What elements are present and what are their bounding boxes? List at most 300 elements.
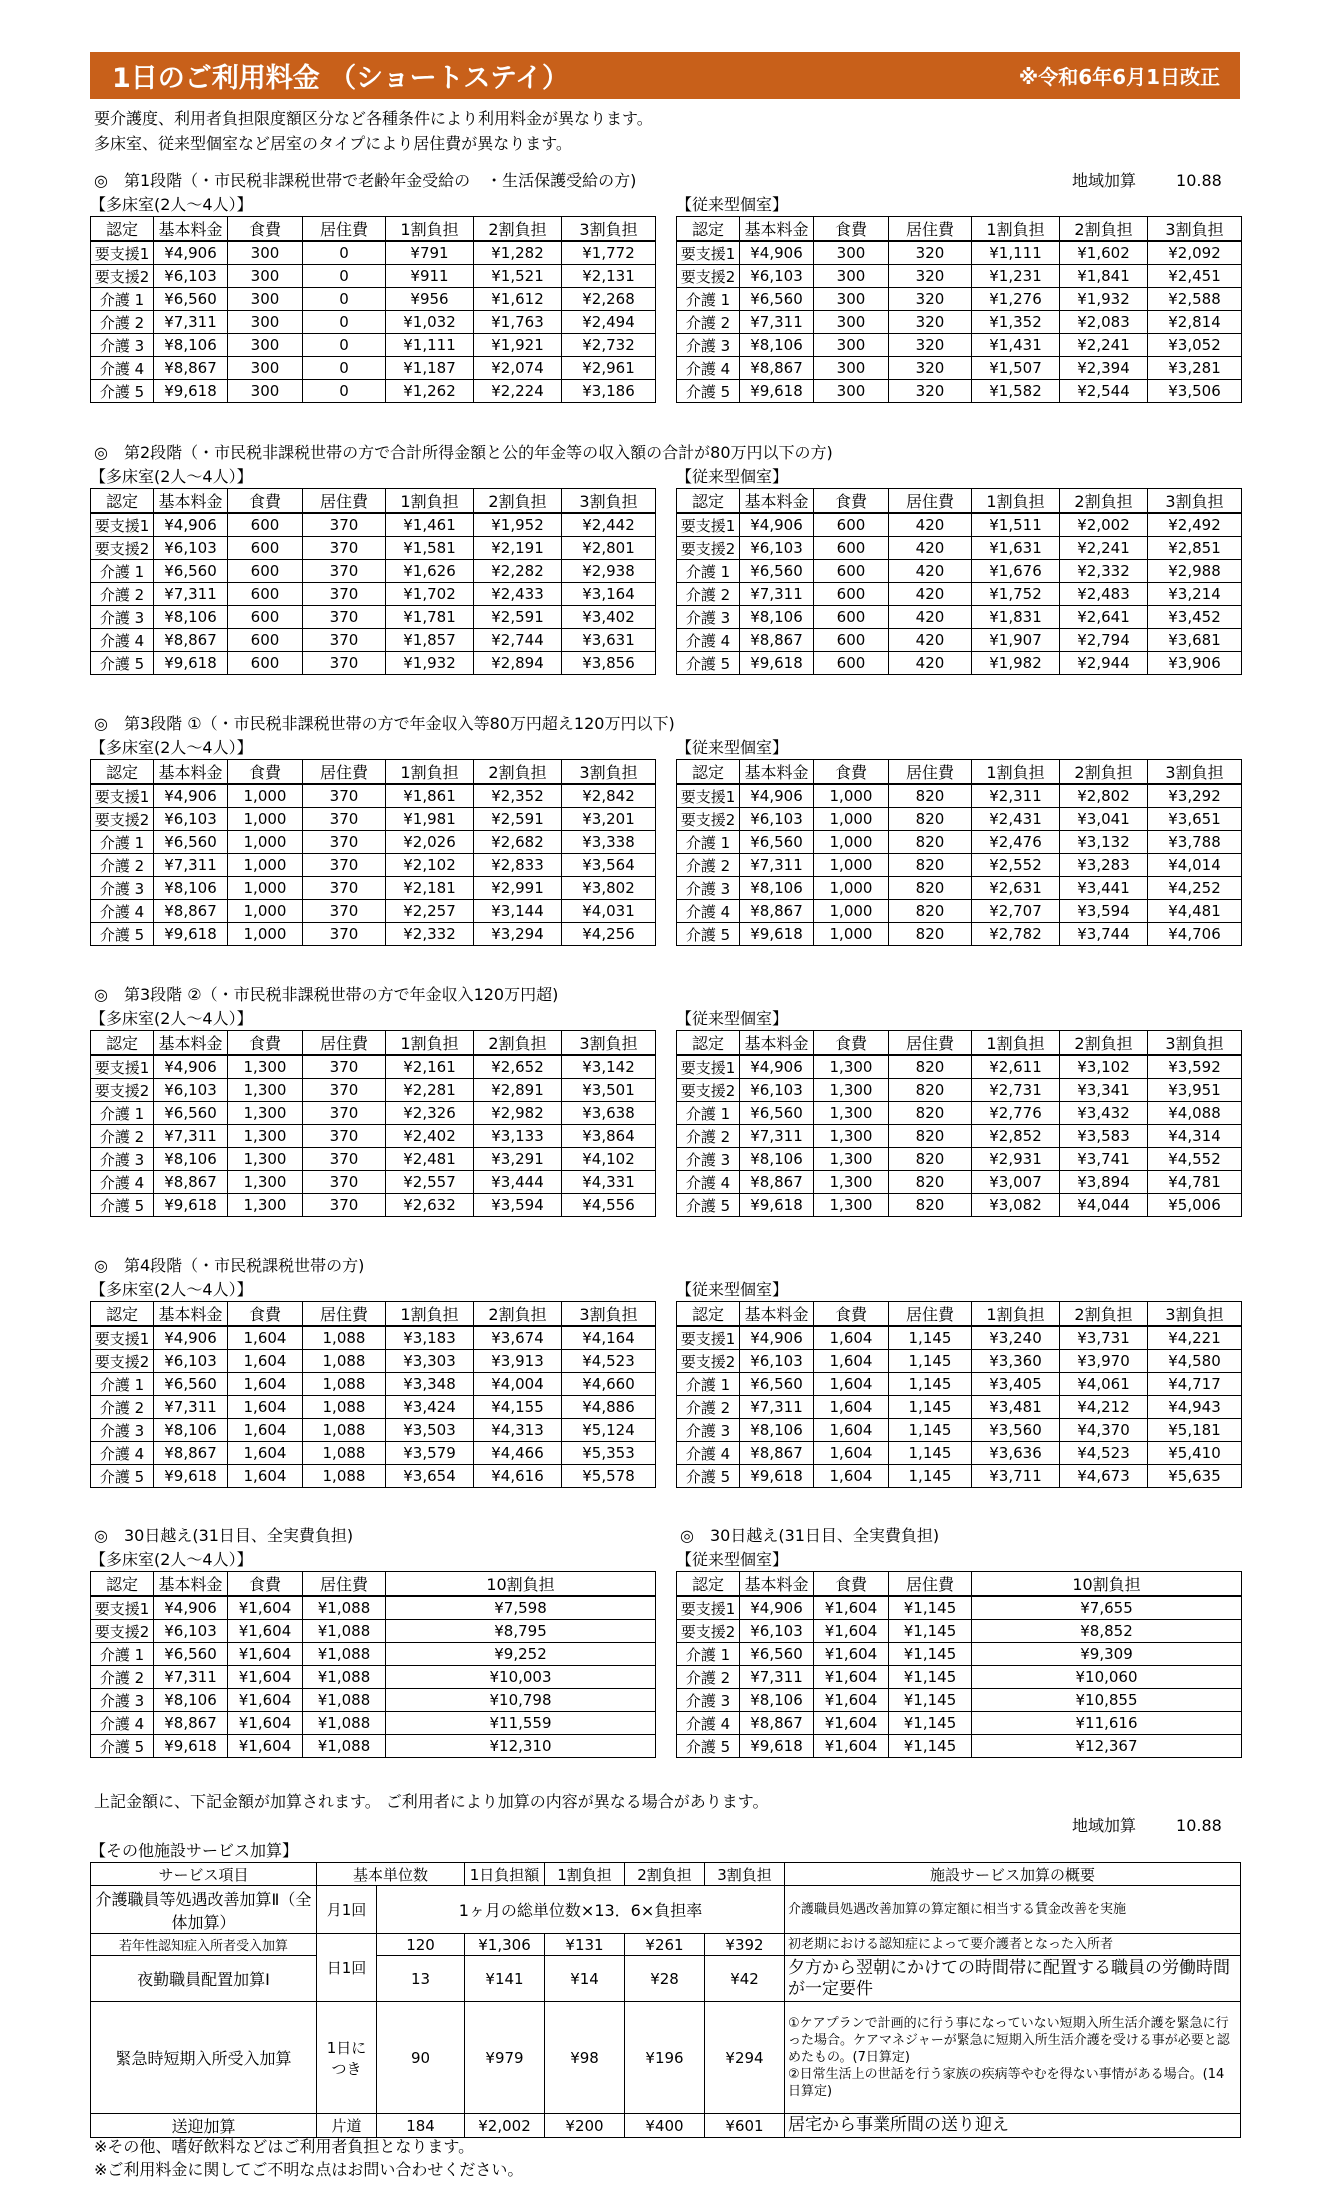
- table-row: [677, 1442, 1242, 1465]
- burden-30pct: ¥3,631: [562, 629, 656, 652]
- residence-fee: ¥1,088: [303, 1735, 386, 1758]
- meal-fee: 1,000: [228, 900, 303, 923]
- care-level: 要支援1: [91, 241, 154, 265]
- table-row: [677, 1735, 1242, 1758]
- burden-30pct: ¥3,052: [1148, 334, 1242, 357]
- column-header: 居住費: [303, 1572, 386, 1597]
- burden-30pct: ¥3,681: [1148, 629, 1242, 652]
- table-row: [91, 1148, 656, 1171]
- burden-30pct: ¥4,660: [562, 1373, 656, 1396]
- burden-30pct: ¥5,578: [562, 1465, 656, 1488]
- burden-20pct: ¥1,921: [474, 334, 562, 357]
- meal-fee: 600: [814, 606, 889, 629]
- service-desc: 居宅から事業所間の送り迎え: [785, 2114, 1241, 2138]
- residence-fee: 420: [889, 652, 972, 675]
- table-row: [91, 1171, 656, 1194]
- residence-fee: 820: [889, 1079, 972, 1102]
- service-daily: ¥2,002: [465, 2114, 545, 2138]
- meal-fee: 300: [228, 265, 303, 288]
- burden-20pct: ¥3,341: [1060, 1079, 1148, 1102]
- table-row: [91, 1712, 656, 1735]
- base-fee: ¥8,106: [154, 1419, 228, 1442]
- table-row: [91, 808, 656, 831]
- burden-20pct: ¥3,102: [1060, 1055, 1148, 1079]
- care-level: 介護 1: [677, 560, 740, 583]
- intro-line-2: 多床室、従来型個室など居室のタイプにより居住費が異なります。: [94, 134, 572, 153]
- column-header: 基本料金: [154, 489, 228, 514]
- meal-fee: 1,300: [814, 1194, 889, 1217]
- care-level: 介護 4: [677, 1442, 740, 1465]
- table-row: [91, 784, 656, 808]
- residence-fee: 820: [889, 900, 972, 923]
- base-fee: ¥8,106: [740, 606, 814, 629]
- burden-20pct: ¥4,673: [1060, 1465, 1148, 1488]
- fee-table-private: [676, 759, 1242, 946]
- burden-30pct: ¥3,201: [562, 808, 656, 831]
- service-r2: ¥28: [625, 1956, 705, 2002]
- column-header: 基本料金: [154, 1572, 228, 1597]
- care-level: 介護 2: [677, 1666, 740, 1689]
- table-row: [677, 560, 1242, 583]
- burden-30pct: ¥4,706: [1148, 923, 1242, 946]
- column-header: 居住費: [303, 217, 386, 242]
- care-level: 介護 4: [91, 900, 154, 923]
- burden-10pct: ¥1,861: [386, 784, 474, 808]
- table-row: [677, 784, 1242, 808]
- column-header: 10割負担: [972, 1572, 1242, 1597]
- care-level: 介護 2: [677, 1125, 740, 1148]
- care-level: 介護 3: [91, 877, 154, 900]
- column-header: 基本料金: [740, 217, 814, 242]
- table-row: [677, 652, 1242, 675]
- care-level: 介護 2: [91, 1396, 154, 1419]
- table-row: [677, 1419, 1242, 1442]
- care-level: 要支援1: [677, 1596, 740, 1620]
- service-row-treatment: [91, 1886, 1241, 1934]
- burden-20pct: ¥2,241: [1060, 537, 1148, 560]
- burden-10pct: ¥3,654: [386, 1465, 474, 1488]
- table-row: [677, 1350, 1242, 1373]
- services-header: 3割負担: [705, 1863, 785, 1886]
- service-row-night: [91, 1956, 1241, 2002]
- care-level: 介護 4: [91, 1442, 154, 1465]
- residence-fee: 0: [303, 265, 386, 288]
- page-title: 1日のご利用料金 （ショートステイ）: [112, 63, 569, 94]
- fee-table-multi: [90, 216, 656, 403]
- care-level: 介護 3: [677, 1689, 740, 1712]
- meal-fee: 1,604: [228, 1465, 303, 1488]
- meal-fee: ¥1,604: [814, 1666, 889, 1689]
- burden-20pct: ¥4,004: [474, 1373, 562, 1396]
- burden-20pct: ¥3,731: [1060, 1326, 1148, 1350]
- burden-30pct: ¥5,181: [1148, 1419, 1242, 1442]
- meal-fee: ¥1,604: [814, 1643, 889, 1666]
- burden-10pct: ¥3,405: [972, 1373, 1060, 1396]
- meal-fee: 1,000: [228, 784, 303, 808]
- burden-20pct: ¥2,433: [474, 583, 562, 606]
- burden-30pct: ¥4,781: [1148, 1171, 1242, 1194]
- meal-fee: 1,300: [814, 1079, 889, 1102]
- base-fee: ¥8,106: [740, 1148, 814, 1171]
- care-level: 介護 4: [677, 357, 740, 380]
- burden-30pct: ¥2,801: [562, 537, 656, 560]
- burden-30pct: ¥4,523: [562, 1350, 656, 1373]
- table-row: [677, 1712, 1242, 1735]
- meal-fee: 1,604: [228, 1373, 303, 1396]
- residence-fee: 370: [303, 629, 386, 652]
- residence-fee: 820: [889, 1148, 972, 1171]
- table-row: [91, 1735, 656, 1758]
- column-header: 食費: [228, 1572, 303, 1597]
- base-fee: ¥4,906: [154, 1055, 228, 1079]
- burden-20pct: ¥2,652: [474, 1055, 562, 1079]
- meal-fee: ¥1,604: [814, 1735, 889, 1758]
- burden-30pct: ¥5,410: [1148, 1442, 1242, 1465]
- column-header: 居住費: [303, 1302, 386, 1327]
- meal-fee: 1,604: [814, 1419, 889, 1442]
- column-header: 1割負担: [386, 1031, 474, 1056]
- fee-table-private: [676, 1301, 1242, 1488]
- services-header: 2割負担: [625, 1863, 705, 1886]
- column-header: 食費: [814, 217, 889, 242]
- burden-20pct: ¥3,283: [1060, 854, 1148, 877]
- stage-title: ◎ 第2段階（・市民税非課税世帯の方で合計所得金額と公的年金等の収入額の合計が80万円以下の方): [94, 443, 833, 462]
- residence-fee: 370: [303, 1055, 386, 1079]
- table-row: [677, 357, 1242, 380]
- burden-100pct: ¥9,309: [972, 1643, 1242, 1666]
- column-header: 3割負担: [1148, 489, 1242, 514]
- care-level: 介護 5: [677, 652, 740, 675]
- service-units: 90: [377, 2002, 465, 2114]
- table-row: [91, 513, 656, 537]
- meal-fee: 300: [814, 311, 889, 334]
- meal-fee: 600: [814, 652, 889, 675]
- base-fee: ¥8,867: [154, 357, 228, 380]
- service-period: 1日につき: [317, 2002, 377, 2114]
- residence-fee: 1,145: [889, 1419, 972, 1442]
- burden-30pct: ¥3,186: [562, 380, 656, 403]
- base-fee: ¥4,906: [154, 513, 228, 537]
- burden-10pct: ¥2,476: [972, 831, 1060, 854]
- burden-30pct: ¥4,481: [1148, 900, 1242, 923]
- base-fee: ¥6,560: [154, 288, 228, 311]
- care-level: 介護 4: [91, 629, 154, 652]
- burden-20pct: ¥3,913: [474, 1350, 562, 1373]
- services-table: [90, 1862, 1241, 2138]
- footer-notes: [94, 2135, 523, 2181]
- base-fee: ¥6,560: [740, 560, 814, 583]
- table-row: [91, 334, 656, 357]
- room-label-private: 【従来型個室】: [676, 1550, 789, 1569]
- burden-10pct: ¥1,932: [386, 652, 474, 675]
- burden-20pct: ¥3,970: [1060, 1350, 1148, 1373]
- care-level: 要支援2: [91, 265, 154, 288]
- care-level: 介護 2: [677, 854, 740, 877]
- column-header: 食費: [228, 760, 303, 785]
- base-fee: ¥9,618: [154, 1194, 228, 1217]
- care-level: 介護 2: [677, 1396, 740, 1419]
- burden-30pct: ¥3,338: [562, 831, 656, 854]
- burden-10pct: ¥2,402: [386, 1125, 474, 1148]
- care-level: 介護 1: [91, 1102, 154, 1125]
- table-row: [677, 1373, 1242, 1396]
- burden-20pct: ¥3,583: [1060, 1125, 1148, 1148]
- burden-30pct: ¥4,102: [562, 1148, 656, 1171]
- region-label: 地域加算: [1072, 171, 1137, 190]
- base-fee: ¥9,618: [740, 380, 814, 403]
- base-fee: ¥6,103: [154, 808, 228, 831]
- burden-10pct: ¥2,632: [386, 1194, 474, 1217]
- burden-20pct: ¥3,594: [1060, 900, 1148, 923]
- burden-10pct: ¥2,776: [972, 1102, 1060, 1125]
- care-level: 要支援2: [91, 537, 154, 560]
- burden-100pct: ¥8,795: [386, 1620, 656, 1643]
- burden-20pct: ¥1,282: [474, 241, 562, 265]
- burden-100pct: ¥7,655: [972, 1596, 1242, 1620]
- table-row: [677, 311, 1242, 334]
- burden-20pct: ¥2,591: [474, 606, 562, 629]
- column-header: 3割負担: [562, 1031, 656, 1056]
- meal-fee: 600: [814, 583, 889, 606]
- residence-fee: 1,088: [303, 1350, 386, 1373]
- service-name: 夜勤職員配置加算Ⅰ: [91, 1956, 317, 2002]
- column-header: 居住費: [889, 489, 972, 514]
- care-level: 要支援2: [91, 1350, 154, 1373]
- care-level: 要支援2: [91, 808, 154, 831]
- care-level: 介護 3: [677, 1148, 740, 1171]
- fee-table-private: [676, 1030, 1242, 1217]
- meal-fee: 1,300: [814, 1171, 889, 1194]
- care-level: 介護 5: [677, 380, 740, 403]
- burden-10pct: ¥1,857: [386, 629, 474, 652]
- burden-10pct: ¥3,481: [972, 1396, 1060, 1419]
- column-header: 基本料金: [740, 1031, 814, 1056]
- burden-10pct: ¥3,240: [972, 1326, 1060, 1350]
- care-level: 要支援1: [91, 1326, 154, 1350]
- base-fee: ¥9,618: [740, 923, 814, 946]
- burden-30pct: ¥4,556: [562, 1194, 656, 1217]
- burden-10pct: ¥3,711: [972, 1465, 1060, 1488]
- base-fee: ¥9,618: [740, 652, 814, 675]
- residence-fee: 370: [303, 831, 386, 854]
- column-header: 2割負担: [474, 1031, 562, 1056]
- column-header: 食費: [814, 489, 889, 514]
- base-fee: ¥8,867: [740, 1171, 814, 1194]
- service-row-dementia: [91, 1934, 1241, 1956]
- burden-20pct: ¥2,794: [1060, 629, 1148, 652]
- meal-fee: 600: [228, 652, 303, 675]
- meal-fee: ¥1,604: [228, 1666, 303, 1689]
- room-label-multi: 【多床室(2人～4人）】: [90, 1280, 253, 1299]
- burden-20pct: ¥2,591: [474, 808, 562, 831]
- base-fee: ¥8,106: [740, 1689, 814, 1712]
- column-header: 基本料金: [740, 760, 814, 785]
- care-level: 介護 3: [677, 877, 740, 900]
- care-level: 介護 1: [91, 288, 154, 311]
- header-row: [91, 1572, 656, 1597]
- column-header: 1割負担: [972, 760, 1060, 785]
- service-desc: 夕方から翌朝にかけての時間帯に配置する職員の労働時間が一定要件: [785, 1956, 1241, 2002]
- base-fee: ¥7,311: [154, 1666, 228, 1689]
- column-header: 3割負担: [562, 489, 656, 514]
- burden-100pct: ¥10,798: [386, 1689, 656, 1712]
- room-label-private: 【従来型個室】: [676, 1009, 789, 1028]
- burden-10pct: ¥2,631: [972, 877, 1060, 900]
- base-fee: ¥4,906: [154, 1326, 228, 1350]
- residence-fee: 370: [303, 652, 386, 675]
- care-level: 介護 1: [91, 831, 154, 854]
- burden-10pct: ¥2,611: [972, 1055, 1060, 1079]
- residence-fee: 820: [889, 784, 972, 808]
- meal-fee: 1,300: [228, 1171, 303, 1194]
- burden-20pct: ¥3,444: [474, 1171, 562, 1194]
- meal-fee: 1,300: [228, 1194, 303, 1217]
- care-level: 介護 5: [91, 652, 154, 675]
- column-header: 居住費: [889, 217, 972, 242]
- meal-fee: 600: [228, 629, 303, 652]
- residence-fee: 820: [889, 1194, 972, 1217]
- column-header: 2割負担: [474, 217, 562, 242]
- burden-20pct: ¥1,612: [474, 288, 562, 311]
- intro-text: [94, 106, 653, 156]
- table-row: [91, 831, 656, 854]
- table-row: [677, 923, 1242, 946]
- burden-30pct: ¥3,142: [562, 1055, 656, 1079]
- service-r1: ¥98: [545, 2002, 625, 2114]
- residence-fee: 820: [889, 808, 972, 831]
- care-level: 要支援1: [91, 513, 154, 537]
- burden-30pct: ¥5,006: [1148, 1194, 1242, 1217]
- burden-20pct: ¥2,332: [1060, 560, 1148, 583]
- burden-100pct: ¥10,003: [386, 1666, 656, 1689]
- column-header: 1割負担: [386, 760, 474, 785]
- burden-30pct: ¥4,943: [1148, 1396, 1242, 1419]
- burden-20pct: ¥1,952: [474, 513, 562, 537]
- burden-30pct: ¥3,506: [1148, 380, 1242, 403]
- base-fee: ¥7,311: [740, 311, 814, 334]
- burden-20pct: ¥2,282: [474, 560, 562, 583]
- meal-fee: 1,000: [814, 877, 889, 900]
- burden-10pct: ¥1,032: [386, 311, 474, 334]
- header-row: [91, 1031, 656, 1056]
- service-desc: [785, 2002, 1241, 2114]
- care-level: 要支援2: [677, 265, 740, 288]
- footer-line: ※ご利用料金に関してご不明な点はお問い合わせください。: [94, 2160, 524, 2179]
- header-banner: [90, 52, 1240, 99]
- burden-30pct: ¥4,014: [1148, 854, 1242, 877]
- table-row: [677, 808, 1242, 831]
- meal-fee: ¥1,604: [814, 1712, 889, 1735]
- care-level: 介護 4: [677, 629, 740, 652]
- base-fee: ¥8,106: [154, 1148, 228, 1171]
- meal-fee: 600: [228, 560, 303, 583]
- meal-fee: 600: [814, 560, 889, 583]
- burden-10pct: ¥956: [386, 288, 474, 311]
- column-header: 認定: [677, 217, 740, 242]
- table-row: [677, 1102, 1242, 1125]
- meal-fee: 1,300: [228, 1102, 303, 1125]
- meal-fee: 1,000: [228, 923, 303, 946]
- care-level: 介護 3: [91, 1148, 154, 1171]
- table-row: [91, 1620, 656, 1643]
- burden-20pct: ¥2,744: [474, 629, 562, 652]
- burden-100pct: ¥9,252: [386, 1643, 656, 1666]
- table-row: [91, 854, 656, 877]
- table-row: [91, 629, 656, 652]
- base-fee: ¥8,867: [154, 1442, 228, 1465]
- table-row: [91, 1419, 656, 1442]
- region-rate-top: [1072, 168, 1222, 191]
- burden-20pct: ¥3,133: [474, 1125, 562, 1148]
- service-r3: ¥294: [705, 2002, 785, 2114]
- burden-10pct: ¥2,332: [386, 923, 474, 946]
- base-fee: ¥6,103: [154, 1350, 228, 1373]
- residence-fee: 1,145: [889, 1396, 972, 1419]
- header-row: [91, 1302, 656, 1327]
- residence-fee: 0: [303, 357, 386, 380]
- meal-fee: 1,300: [814, 1055, 889, 1079]
- table-row: [91, 877, 656, 900]
- burden-30pct: ¥3,292: [1148, 784, 1242, 808]
- care-level: 要支援1: [91, 1596, 154, 1620]
- care-level: 介護 4: [677, 900, 740, 923]
- base-fee: ¥8,867: [154, 900, 228, 923]
- meal-fee: 1,000: [814, 831, 889, 854]
- care-level: 要支援2: [677, 1350, 740, 1373]
- table-row: [677, 1079, 1242, 1102]
- base-fee: ¥6,560: [740, 1643, 814, 1666]
- burden-10pct: ¥1,507: [972, 357, 1060, 380]
- burden-100pct: ¥10,060: [972, 1666, 1242, 1689]
- base-fee: ¥4,906: [154, 784, 228, 808]
- base-fee: ¥6,103: [740, 537, 814, 560]
- burden-20pct: ¥3,441: [1060, 877, 1148, 900]
- table-row: [91, 560, 656, 583]
- table-row: [91, 1326, 656, 1350]
- column-header: 認定: [91, 217, 154, 242]
- burden-30pct: ¥4,164: [562, 1326, 656, 1350]
- service-name: 若年性認知症入所者受入加算: [91, 1934, 317, 1956]
- residence-fee: 370: [303, 606, 386, 629]
- table-row: [91, 606, 656, 629]
- table-row: [677, 583, 1242, 606]
- service-formula: 1ヶ月の総単位数×13．6×負担率: [377, 1886, 785, 1934]
- column-header: 食費: [228, 489, 303, 514]
- base-fee: ¥6,560: [154, 1102, 228, 1125]
- burden-30pct: ¥2,131: [562, 265, 656, 288]
- residence-fee: ¥1,088: [303, 1666, 386, 1689]
- residence-fee: 1,088: [303, 1465, 386, 1488]
- meal-fee: 1,604: [814, 1373, 889, 1396]
- residence-fee: 320: [889, 357, 972, 380]
- burden-10pct: ¥3,348: [386, 1373, 474, 1396]
- table-row: [677, 1620, 1242, 1643]
- meal-fee: ¥1,604: [228, 1712, 303, 1735]
- burden-10pct: ¥2,931: [972, 1148, 1060, 1171]
- burden-20pct: ¥2,083: [1060, 311, 1148, 334]
- burden-100pct: ¥12,310: [386, 1735, 656, 1758]
- table-row: [677, 537, 1242, 560]
- residence-fee: 370: [303, 854, 386, 877]
- base-fee: ¥7,311: [740, 1125, 814, 1148]
- care-level: 要支援2: [677, 537, 740, 560]
- care-level: 要支援1: [677, 784, 740, 808]
- table-row: [91, 311, 656, 334]
- region-rate-bottom: [1072, 1813, 1222, 1836]
- service-desc: 介護職員処遇改善加算の算定額に相当する賃金改善を実施: [785, 1886, 1241, 1934]
- burden-30pct: ¥3,906: [1148, 652, 1242, 675]
- burden-10pct: ¥1,626: [386, 560, 474, 583]
